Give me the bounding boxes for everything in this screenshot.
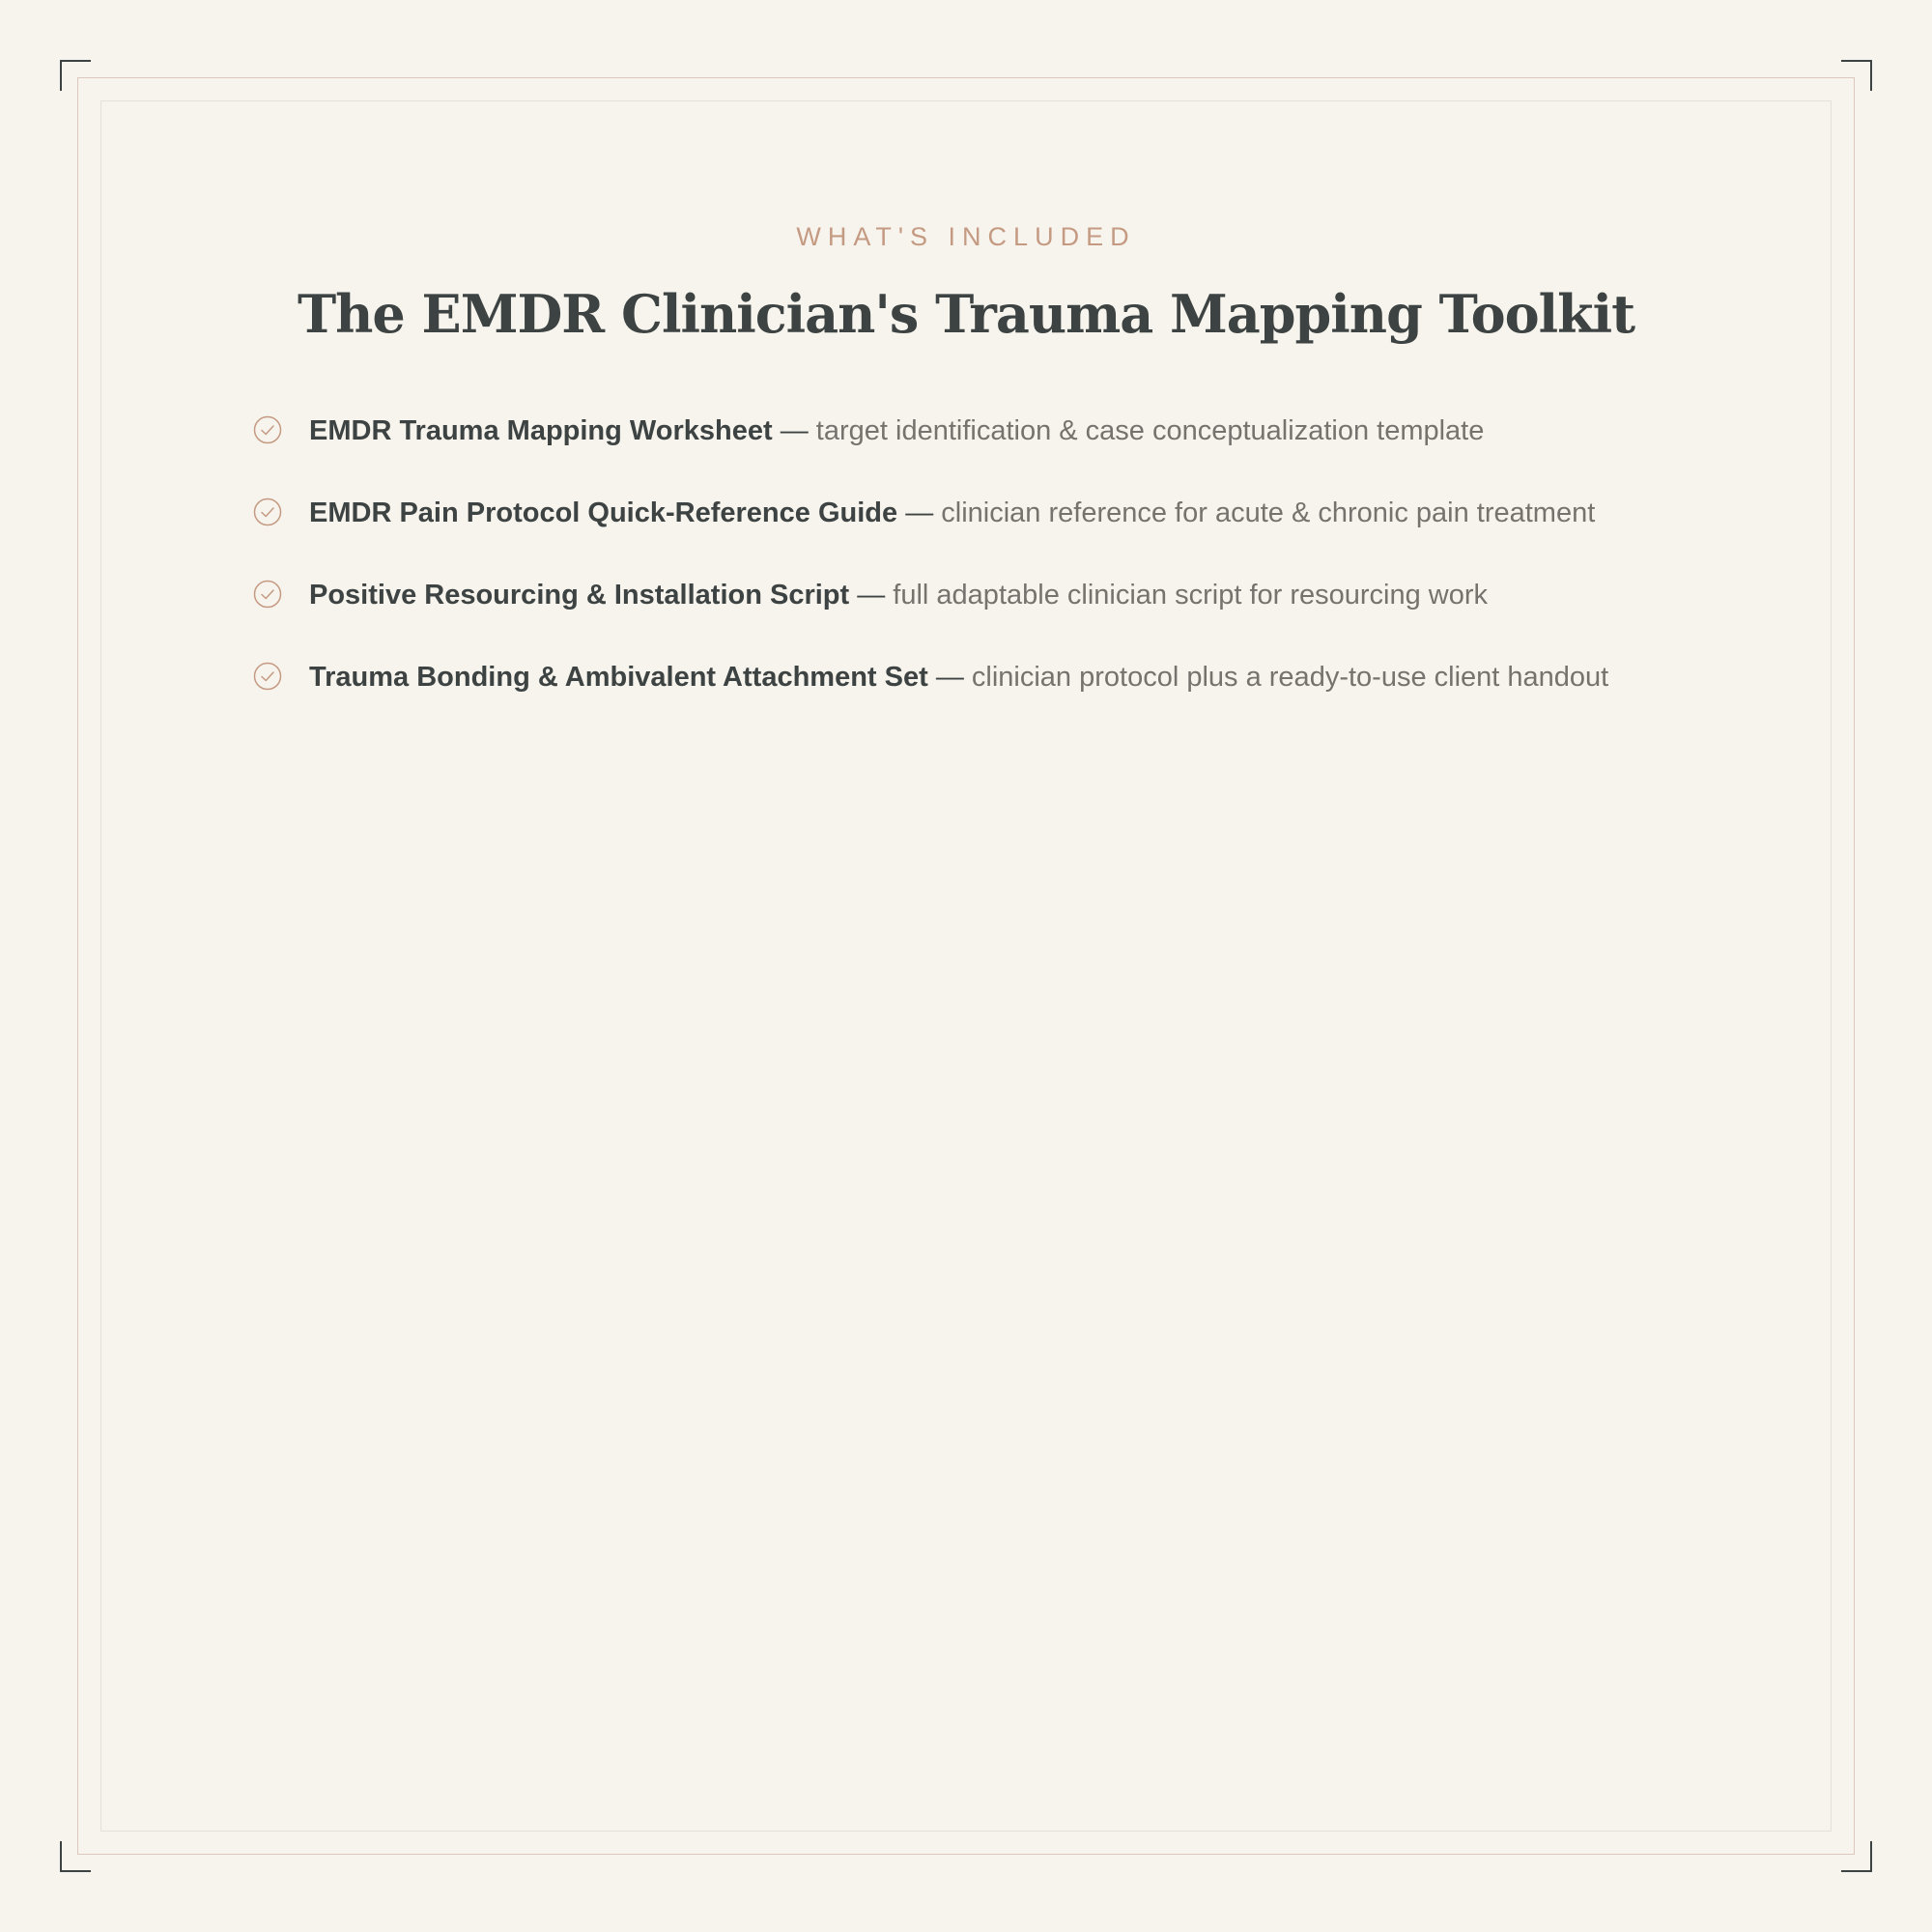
check-circle-icon [253,415,282,444]
check-circle-icon [253,662,282,691]
page-title: The EMDR Clinician's Trauma Mapping Toolkit [297,283,1635,345]
item-description: full adaptable clinician script for resourcing work [893,579,1489,611]
item-description: target identification & case conceptualization template [815,414,1485,446]
item-separator: — [772,414,816,446]
list-item [253,412,1673,450]
item-description: clinician reference for acute & chronic pain treatment [941,497,1596,528]
check-circle-icon [253,497,282,526]
content-area [100,100,1832,740]
item-name: EMDR Trauma Mapping Worksheet [309,414,773,446]
item-name: Trauma Bonding & Ambivalent Attachment Set [309,661,928,693]
item-separator: — [927,661,972,693]
item-name: Positive Resourcing & Installation Script [309,579,850,611]
list-item [253,494,1673,532]
item-name: EMDR Pain Protocol Quick-Reference Guide [309,497,898,528]
eyebrow-label: WHAT'S INCLUDED [796,222,1136,251]
check-circle-icon [253,580,282,609]
list-item [253,576,1673,614]
item-separator: — [897,497,942,528]
list-item [253,658,1673,696]
included-items-list [100,412,1673,696]
item-description: clinician protocol plus a ready-to-use client handout [971,661,1609,693]
item-separator: — [849,579,894,611]
